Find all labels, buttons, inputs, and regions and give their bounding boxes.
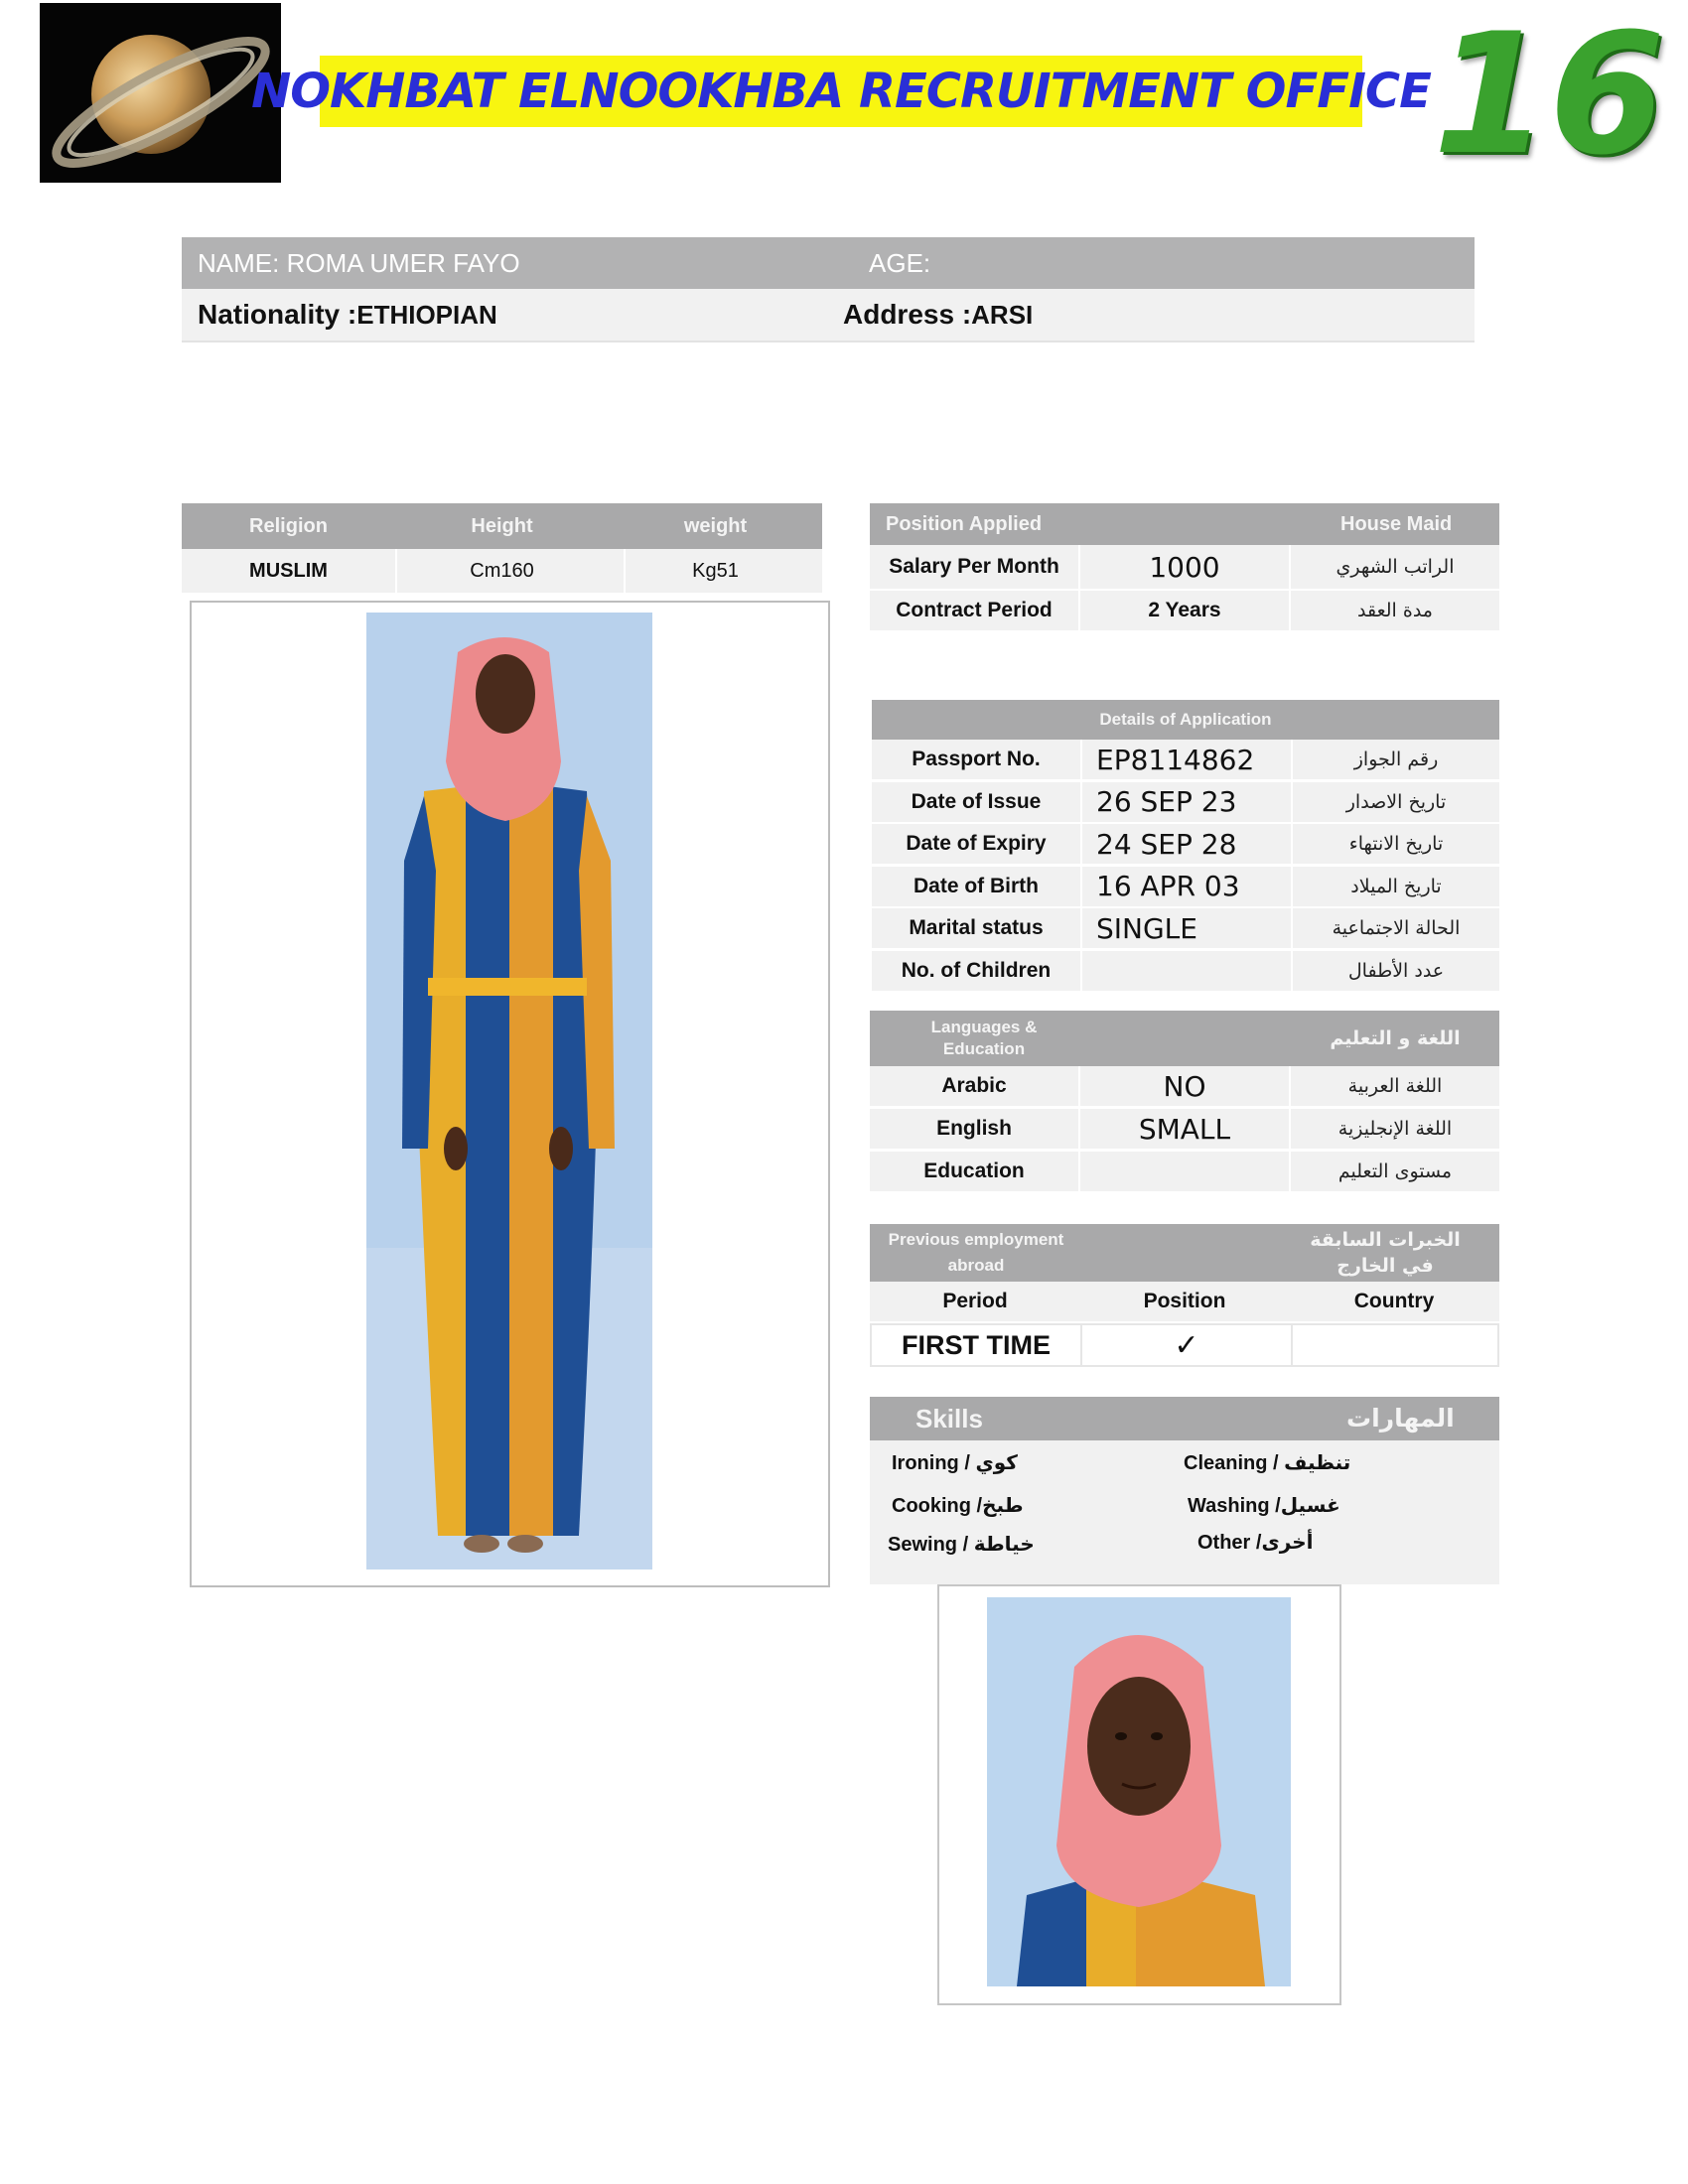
period-column: Period — [942, 1290, 1008, 1312]
full-body-photo — [366, 613, 652, 1570]
contract-value: 2 Years — [1148, 599, 1221, 621]
weight-value: Kg51 — [692, 559, 739, 582]
passport-number-row — [872, 740, 1499, 781]
skills-header — [870, 1397, 1499, 1440]
date-of-expiry-value: 24 SEP 28 — [1096, 827, 1237, 861]
number-of-children-value — [1082, 951, 1291, 991]
details-title: Details of Application — [1099, 710, 1272, 729]
english-language-value: SMALL — [1138, 1112, 1231, 1146]
nationality-value: ETHIOPIAN — [356, 300, 497, 330]
period-value: FIRST TIME — [902, 1329, 1051, 1360]
date-of-expiry-label: Date of Expiry — [906, 832, 1047, 855]
religion-header: Religion — [249, 514, 328, 537]
date-of-birth-row — [872, 867, 1499, 908]
skill-washing: Washing /غسيل — [1188, 1495, 1340, 1517]
contract-label: Contract Period — [896, 599, 1053, 621]
skill-cooking: Cooking /طبخ — [892, 1495, 1024, 1517]
title-banner — [251, 56, 1431, 127]
physical-header — [182, 503, 822, 549]
position-header — [870, 503, 1499, 545]
address-label: Address : — [843, 299, 972, 330]
number-of-children-label: No. of Children — [901, 958, 1052, 982]
salary-value: 1000 — [1149, 550, 1220, 584]
position-applied-value: House Maid — [1340, 513, 1453, 535]
date-of-birth-label: Date of Birth — [914, 874, 1039, 897]
skill-ironing: Ironing / كوي — [892, 1452, 1018, 1474]
salary-arabic: الراتب الشهري — [1336, 556, 1455, 578]
previous-employment-title: Previous employment abroad — [888, 1230, 1064, 1275]
details-header — [872, 700, 1499, 740]
english-language-row — [870, 1109, 1499, 1151]
nationality-row — [182, 289, 1475, 342]
marital-status-label: Marital status — [909, 916, 1044, 939]
date-of-expiry-arabic: تاريخ الانتهاء — [1348, 833, 1444, 855]
number-of-children-row — [872, 951, 1499, 993]
age-label: AGE: — [869, 248, 931, 278]
marital-status-value: SINGLE — [1096, 911, 1197, 945]
nationality-label: Nationality : — [198, 299, 357, 330]
contract-arabic: مدة العقد — [1357, 600, 1433, 621]
arabic-language-arabic: اللغة العربية — [1347, 1075, 1443, 1097]
date-of-birth-arabic: تاريخ الميلاد — [1350, 875, 1442, 897]
skill-sewing: Sewing / خياطة — [888, 1534, 1035, 1556]
date-of-expiry-row — [872, 824, 1499, 866]
languages-title: Languages & Education — [930, 1018, 1038, 1058]
skill-other: Other /أخرى — [1197, 1532, 1314, 1554]
applicant-name: NAME: ROMA UMER FAYO — [198, 248, 520, 278]
passport-number-label: Passport No. — [912, 748, 1041, 770]
position-column: Position — [1143, 1290, 1226, 1312]
date-of-issue-value: 26 SEP 23 — [1096, 785, 1237, 818]
previous-employment-row — [870, 1323, 1499, 1367]
page-number: 16 — [1433, 0, 1665, 192]
english-language-arabic: اللغة الإنجليزية — [1337, 1118, 1453, 1140]
height-value: Cm160 — [470, 559, 534, 582]
skill-cleaning: Cleaning / تنظيف — [1184, 1452, 1351, 1474]
name-row — [182, 237, 1475, 289]
previous-employment-title-arabic: الخبرات السابقة في الخارج — [1310, 1229, 1461, 1277]
country-column: Country — [1353, 1290, 1435, 1312]
arabic-language-label: Arabic — [941, 1074, 1007, 1097]
previous-employment-columns — [870, 1282, 1499, 1323]
physical-values — [182, 549, 822, 593]
skills-list — [870, 1440, 1499, 1584]
arabic-language-row — [870, 1066, 1499, 1108]
checkmark-icon: ✓ — [1174, 1327, 1199, 1363]
education-level-arabic: مستوى التعليم — [1337, 1160, 1453, 1182]
number-of-children-arabic: عدد الأطفال — [1347, 959, 1445, 982]
date-of-issue-row — [872, 782, 1499, 824]
salary-label: Salary Per Month — [889, 555, 1059, 578]
office-title: NOKHBAT ELNOOKHBA RECRUITMENT OFFICE — [251, 64, 1431, 119]
religion-value: MUSLIM — [249, 559, 328, 582]
english-language-label: English — [936, 1117, 1012, 1140]
position-applied-label: Position Applied — [886, 513, 1043, 535]
date-of-birth-value: 16 APR 03 — [1096, 870, 1240, 902]
height-header: Height — [471, 514, 533, 537]
skills-title-arabic: المهارات — [1346, 1404, 1455, 1433]
marital-status-row — [872, 908, 1499, 950]
passport-photo — [987, 1597, 1291, 1986]
marital-status-arabic: الحالة الاجتماعية — [1332, 917, 1461, 939]
previous-employment-header — [870, 1224, 1499, 1282]
salary-row — [870, 545, 1499, 591]
arabic-language-value: NO — [1163, 1069, 1206, 1103]
address-value: ARSI — [971, 300, 1034, 330]
country-value — [1293, 1325, 1497, 1365]
saturn-logo — [40, 3, 281, 183]
skills-title: Skills — [915, 1404, 983, 1433]
education-level-value — [1080, 1152, 1289, 1191]
education-level-row — [870, 1152, 1499, 1193]
contract-row — [870, 591, 1499, 632]
passport-number-value: EP8114862 — [1096, 743, 1255, 776]
weight-header: weight — [683, 514, 748, 537]
languages-title-arabic: اللغة و التعليم — [1330, 1027, 1461, 1049]
education-level-label: Education — [923, 1160, 1025, 1182]
date-of-issue-label: Date of Issue — [911, 789, 1042, 813]
languages-header — [870, 1011, 1499, 1066]
passport-number-arabic: رقم الجواز — [1353, 749, 1439, 770]
date-of-issue-arabic: تاريخ الاصدار — [1345, 790, 1447, 813]
